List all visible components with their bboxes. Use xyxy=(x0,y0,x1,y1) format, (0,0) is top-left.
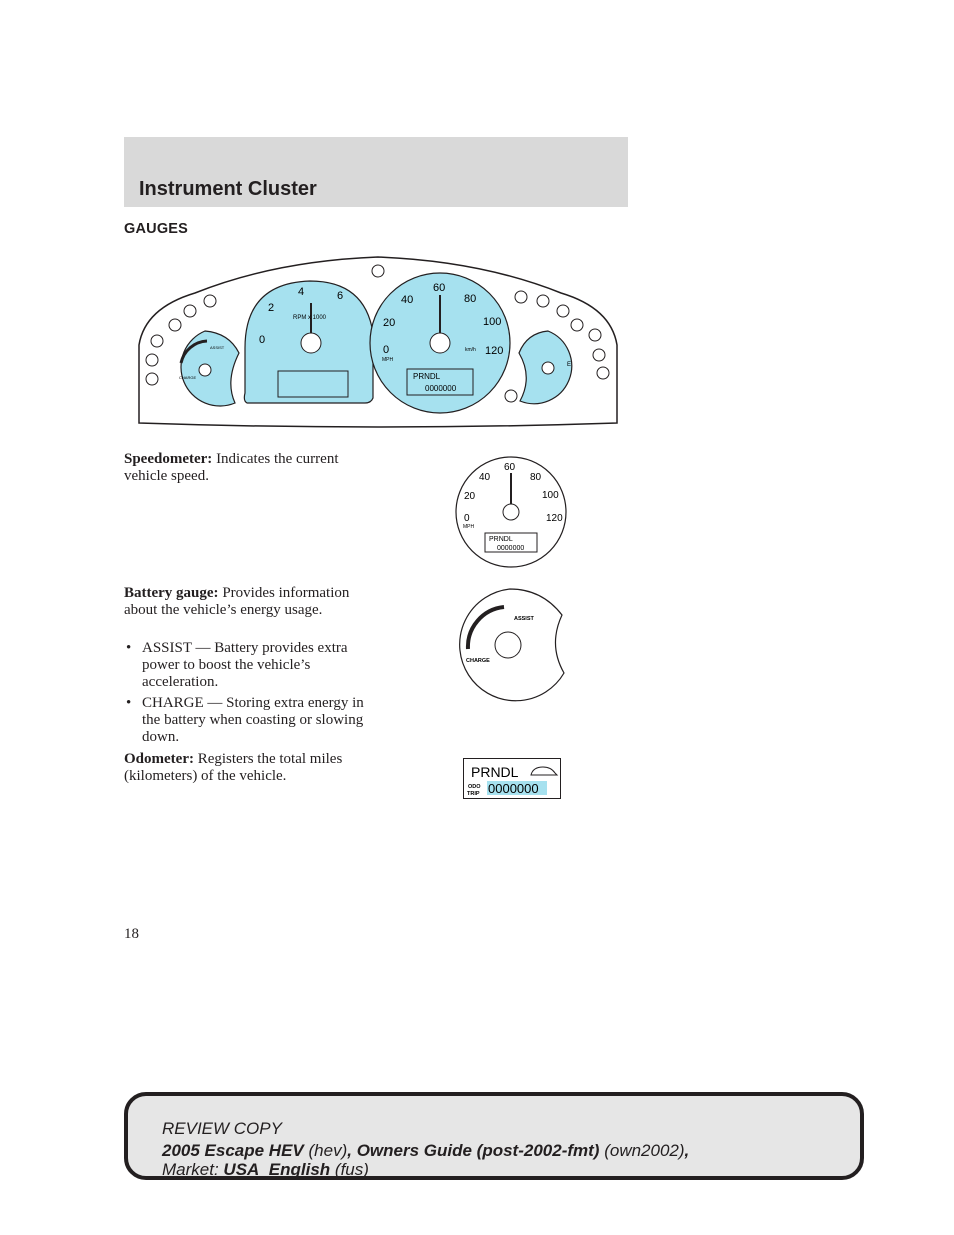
odometer-text: Registers the total miles (kilometers) of the vehicle. xyxy=(124,751,343,784)
footer-market: USA_English xyxy=(223,1160,331,1179)
battery-gauge-figure xyxy=(452,587,568,703)
footer-guide-code: (own2002) xyxy=(604,1141,685,1160)
footer-guide: Owners Guide (post-2002-fmt) xyxy=(356,1141,600,1160)
section-heading: GAUGES xyxy=(124,221,189,237)
battery-fig-assist: ASSIST xyxy=(514,616,534,622)
odometer-trip-label: TRIP xyxy=(467,791,480,797)
cluster-odometer-reading: 0000000 xyxy=(425,384,457,393)
odometer-term: Odometer: xyxy=(124,751,194,767)
footer-vehicle: 2005 Escape HEV xyxy=(162,1141,304,1160)
odometer-reading: 0000000 xyxy=(488,781,539,796)
bullet-text: ASSIST — Battery provides extra power to boost the vehicle’s acceleration. xyxy=(142,640,348,690)
battery-fig-charge: CHARGE xyxy=(466,658,490,664)
speedometer-term: Speedometer: xyxy=(124,451,213,467)
speedo-mph-40: 40 xyxy=(401,294,414,306)
page-title: Instrument Cluster xyxy=(139,178,317,200)
instrument-cluster-illustration xyxy=(135,253,621,429)
footer-market-label: Market: xyxy=(162,1160,219,1179)
odometer-odo-label: ODO xyxy=(468,784,481,790)
odometer-paragraph xyxy=(124,751,384,785)
cluster-tachometer xyxy=(244,281,373,403)
footer-vehicle-code: (hev) xyxy=(308,1141,348,1160)
odometer-figure xyxy=(463,758,561,799)
speedometer-fig-0: 0 xyxy=(464,513,470,524)
battery-paragraph xyxy=(124,585,384,619)
speedo-mph-100: 100 xyxy=(483,316,502,328)
bullet-icon: • xyxy=(126,640,132,656)
footer-line-3 xyxy=(162,1160,369,1180)
speedometer-paragraph xyxy=(124,451,384,485)
tach-label-0: 0 xyxy=(259,334,266,346)
speedometer-fig-80: 80 xyxy=(530,472,542,483)
speedo-mph-80: 80 xyxy=(464,293,477,305)
speedo-kmh-unit: km/h xyxy=(465,347,476,353)
speedometer-fig-mph: MPH xyxy=(463,524,475,530)
battery-bullet-charge xyxy=(124,695,384,746)
page-number: 18 xyxy=(124,926,139,942)
tach-label-4: 4 xyxy=(298,286,305,298)
tach-label-2: 2 xyxy=(268,302,275,314)
tach-unit: RPM x 1000 xyxy=(293,315,327,321)
battery-term: Battery gauge: xyxy=(124,585,219,601)
fuel-empty-label: E xyxy=(567,362,572,368)
speedometer-fig-reading: 0000000 xyxy=(497,545,525,552)
speedometer-fig-40: 40 xyxy=(479,472,491,483)
speedo-mph-unit: MPH xyxy=(382,357,394,363)
tach-label-6: 6 xyxy=(337,290,344,302)
speedometer-fig-prndl: PRNDL xyxy=(489,536,513,543)
footer-market-code: (fus) xyxy=(334,1160,369,1179)
cluster-assist-label: ASSIST xyxy=(210,345,225,350)
speedometer-fig-20: 20 xyxy=(464,491,476,502)
speedometer-fig-100: 100 xyxy=(542,490,559,501)
footer-line-2: 2005 Escape HEV (hev), Owners Guide (post-2002-fmt) (own2002), xyxy=(162,1141,690,1160)
speedometer-figure xyxy=(454,455,568,569)
footer-line-1 xyxy=(162,1119,282,1139)
speedo-mph-120: 120 xyxy=(485,345,504,357)
battery-bullet-assist xyxy=(124,640,384,691)
speedo-mph-60: 60 xyxy=(433,282,446,294)
speedometer-fig-120: 120 xyxy=(546,513,563,524)
speedo-mph-0: 0 xyxy=(383,344,390,356)
bullet-text: CHARGE — Storing extra energy in the battery when coasting or slowing down. xyxy=(142,695,364,745)
battery-text: Provides information about the vehicle’s energy usage. xyxy=(124,585,350,618)
speedo-mph-20: 20 xyxy=(383,317,396,329)
cluster-speedometer xyxy=(370,273,510,413)
speedometer-text: Indicates the current vehicle speed. xyxy=(124,451,339,484)
speedometer-fig-60: 60 xyxy=(504,462,516,473)
odometer-prndl: PRNDL xyxy=(471,764,519,780)
footer-review: REVIEW COPY xyxy=(162,1119,282,1138)
cluster-prndl: PRNDL xyxy=(413,372,441,381)
cluster-charge-label: CHARGE xyxy=(179,375,197,380)
bullet-icon: • xyxy=(126,695,132,711)
